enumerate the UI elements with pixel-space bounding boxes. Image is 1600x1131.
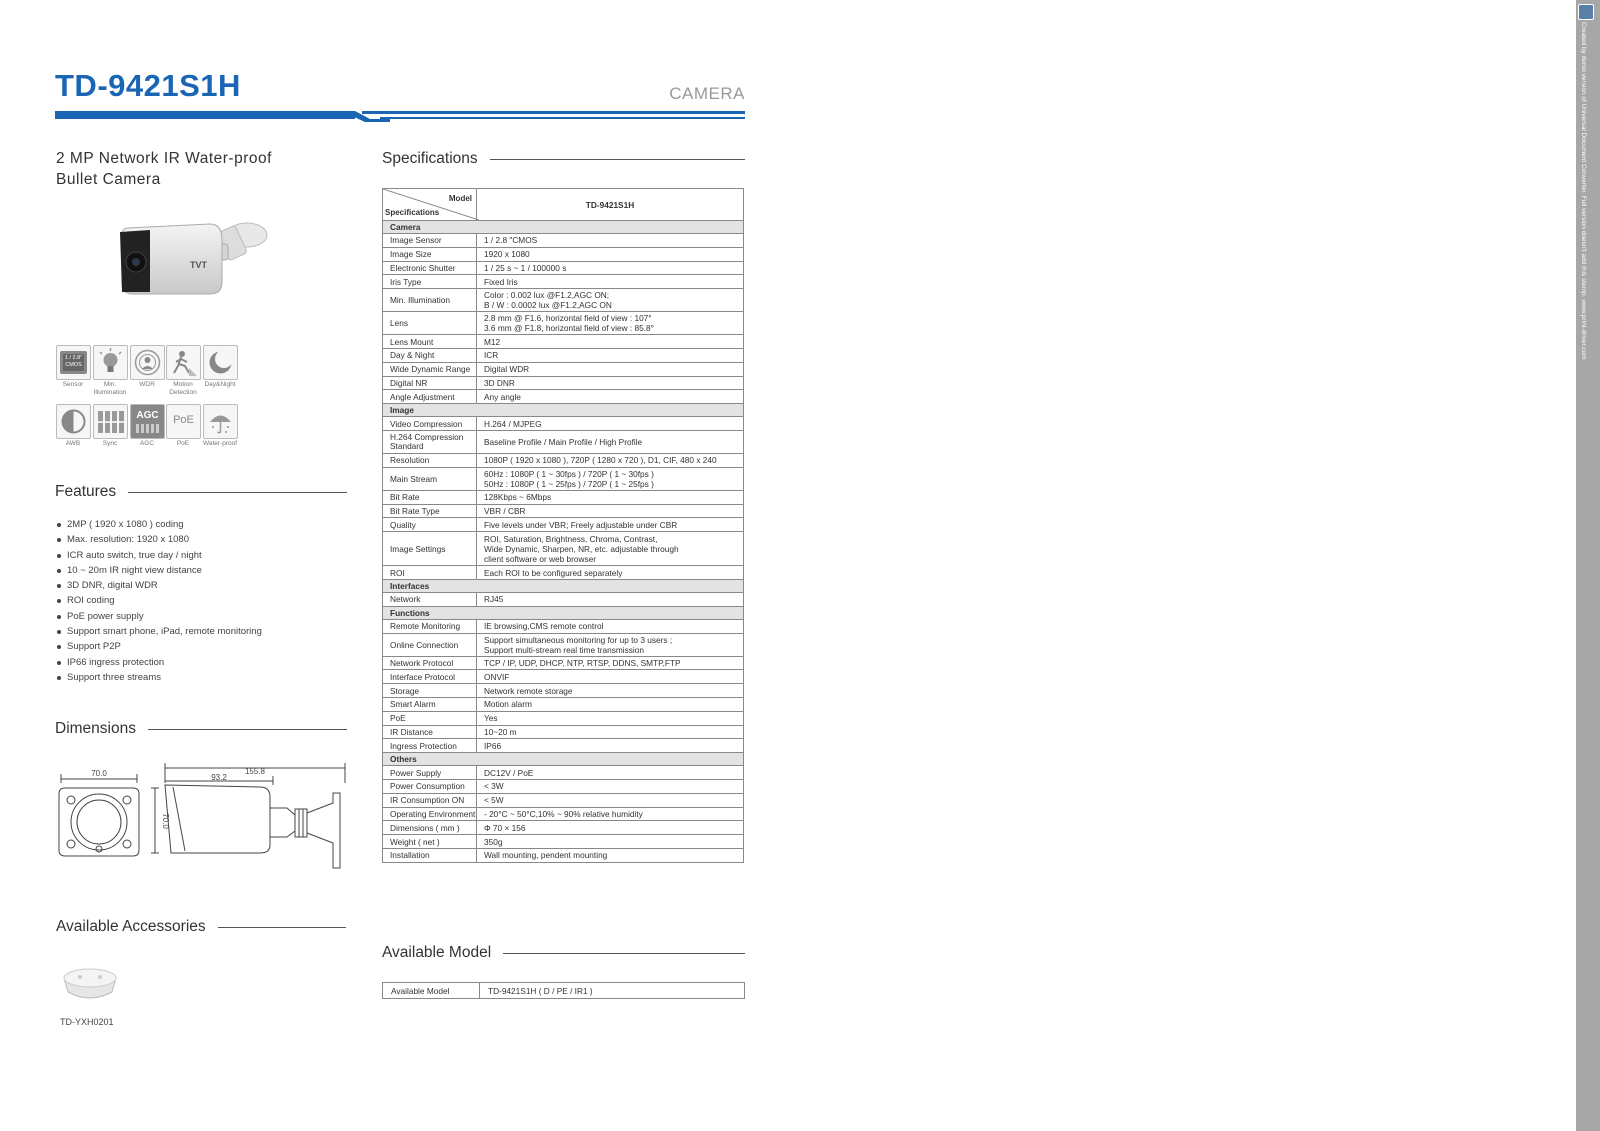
icon-caption-poe: PoE [176,440,190,447]
spec-value [477,376,744,390]
dimensions-heading-text: Dimensions [55,720,136,737]
spec-row [383,670,744,684]
spec-value [477,566,744,580]
spec-value-line: Support multi-stream real time transmission [484,644,644,655]
spec-row [383,504,744,518]
feature-item: 2MP ( 1920 x 1080 ) coding [56,517,262,532]
spec-model-value: TD-9421S1H [477,189,744,221]
spec-row [383,821,744,835]
spec-value [477,711,744,725]
spec-row [383,619,744,633]
dimensions-heading [55,720,347,738]
spec-value-line: Fixed Iris [484,276,518,287]
specifications-heading [382,150,745,168]
spec-value [477,490,744,504]
spec-value [477,532,744,566]
product-name-line1: 2 MP Network IR Water-proof [56,150,272,167]
spec-value-line: H.264 / MJPEG [484,418,542,429]
spec-value-line: Φ 70 × 156 [484,822,526,833]
spec-label: Resolution [383,453,477,467]
spec-label: Interface Protocol [383,670,477,684]
spec-label: Lens Mount [383,335,477,349]
dim-total-length: 155.8 [244,767,266,776]
spec-value [477,518,744,532]
spec-value-line: 1 / 25 s ~ 1 / 100000 s [484,262,567,273]
spec-label: Quality [383,518,477,532]
header-rule-bottom [380,117,745,119]
spec-label: Network Protocol [383,656,477,670]
available-model-row [383,983,745,999]
features-heading-text: Features [55,483,117,500]
spec-label: Bit Rate [383,490,477,504]
spec-value [477,697,744,711]
spec-label: Remote Monitoring [383,619,477,633]
feature-item: Max. resolution: 1920 x 1080 [56,532,262,547]
spec-value-line: 1080P ( 1920 x 1080 ), 720P ( 1280 x 720 ), D1, CIF, 480 x 240 [484,455,717,466]
spec-value-line: 3.6 mm @ F1.8, horizontal field of view : 85.8° [484,323,654,334]
available-model-table [382,982,745,999]
spec-label: Ingress Protection [383,739,477,753]
icon-caption-wdr: WDR [139,381,155,388]
available-model-label: Available Model [383,983,480,999]
icon-caption-day-night: Day&Night [204,381,236,388]
spec-row [383,766,744,780]
spec-value [477,766,744,780]
spec-label: Power Supply [383,766,477,780]
spec-value [477,289,744,312]
spec-value-line: 350g [484,836,503,847]
spec-row [383,312,744,335]
feature-item: ROI coding [56,593,262,608]
spec-group-title: Functions [383,606,744,619]
icon-caption-sync: Sync [102,440,118,447]
spec-value-line: Baseline Profile / Main Profile / High Profile [484,436,643,447]
available-model-heading [382,944,745,962]
spec-value-line: 128Kbps ~ 6Mbps [484,492,552,503]
spec-value-line: RJ45 [484,594,504,605]
spec-value [477,793,744,807]
spec-value-line: Motion alarm [484,699,532,710]
spec-value [477,430,744,453]
product-name-line2: Bullet Camera [56,171,161,188]
spec-value-line: Support simultaneous monitoring for up to 3 users ; [484,634,673,645]
feature-item: 10 ~ 20m IR night view distance [56,563,262,578]
spec-value-line: 1 / 2.8 "CMOS [484,235,538,246]
accessories-heading [56,918,346,936]
spec-value [477,247,744,261]
spec-row [383,725,744,739]
spec-value [477,725,744,739]
spec-value [477,670,744,684]
category-label: CAMERA [669,84,745,103]
feature-item: Support P2P [56,639,262,654]
spec-value [477,684,744,698]
spec-label: Operating Environment [383,807,477,821]
umbrella-icon [203,404,238,439]
spec-label: H.264 Compression Standard [383,430,477,453]
side-stamp-text: Created by demo version of Universal Document Converter. Full version doesn't add this stamp. www.print-driver.com [1580,22,1587,360]
header-bar [55,111,355,119]
spec-value [477,390,744,404]
spec-value-line: Five levels under VBR; Freely adjustable under CBR [484,519,678,530]
spec-label: Storage [383,684,477,698]
spec-label: Lens [383,312,477,335]
spec-row [383,275,744,289]
spec-row [383,247,744,261]
spec-label: Main Stream [383,467,477,490]
spec-row [383,417,744,431]
spec-row [383,362,744,376]
spec-table [382,188,744,863]
spec-value-line: 60Hz : 1080P ( 1 ~ 30fps ) / 720P ( 1 ~ 30fps ) [484,468,654,479]
spec-value [477,504,744,518]
camera-product-image [110,210,270,310]
feature-item: Support smart phone, iPad, remote monitoring [56,624,262,639]
spec-value [477,275,744,289]
spec-value [477,779,744,793]
spec-group-row [383,579,744,592]
spec-label: ROI [383,566,477,580]
features-list [56,517,262,685]
spec-value-line: - 20°C ~ 50°C,10% ~ 90% relative humidity [484,808,643,819]
spec-value-line: Each ROI to be configured separately [484,567,623,578]
spec-row [383,566,744,580]
spec-label: IR Distance [383,725,477,739]
spec-value-line: Wide Dynamic, Sharpen, NR, etc. adjustable through [484,543,679,554]
half-circle-icon [56,404,91,439]
spec-group-title: Image [383,404,744,417]
spec-value [477,312,744,335]
spec-value [477,467,744,490]
spec-label: Min. Illumination [383,289,477,312]
spec-row [383,348,744,362]
dim-height: 70.0 [161,813,170,829]
spec-value-line: 50Hz : 1080P ( 1 ~ 25fps ) / 720P ( 1 ~ 25fps ) [484,478,654,489]
sensor-icon [56,345,91,380]
lightbulb-icon [93,345,128,380]
spec-label: PoE [383,711,477,725]
spec-head-spec: Specifications [385,208,440,217]
icon-caption-sensor: Sensor [62,381,84,388]
spec-label: Dimensions ( mm ) [383,821,477,835]
running-person-icon [166,345,201,380]
spec-label: Network [383,592,477,606]
poe-icon-text: PoE [173,414,194,426]
spec-value [477,261,744,275]
spec-value-line: ONVIF [484,671,510,682]
spec-label: Power Consumption [383,779,477,793]
spec-label: Image Size [383,247,477,261]
accessories-heading-text: Available Accessories [56,918,206,935]
spec-value [477,835,744,849]
feature-item: 3D DNR, digital WDR [56,578,262,593]
spec-value [477,656,744,670]
feature-item: IP66 ingress protection [56,655,262,670]
spec-row [383,592,744,606]
spec-label: Wide Dynamic Range [383,362,477,376]
spec-group-row [383,404,744,417]
spec-row [383,633,744,656]
spec-value-line: Yes [484,713,498,724]
spec-label: IR Consumption ON [383,793,477,807]
moon-icon [203,345,238,380]
feature-item: Support three streams [56,670,262,685]
spec-value [477,848,744,862]
spec-label: Iris Type [383,275,477,289]
spec-label: Online Connection [383,633,477,656]
feature-item: ICR auto switch, true day / night [56,548,262,563]
spec-value [477,633,744,656]
spec-value [477,821,744,835]
spec-row [383,453,744,467]
spec-value-line: DC12V / PoE [484,767,534,778]
spec-value [477,619,744,633]
spec-value [477,417,744,431]
spec-value-line: Any angle [484,391,521,402]
available-model-heading-text: Available Model [382,944,492,961]
spec-row [383,697,744,711]
spec-label: Weight ( net ) [383,835,477,849]
spec-value-line: 10~20 m [484,726,517,737]
features-heading [55,483,347,501]
spec-value [477,807,744,821]
spec-value-line: ICR [484,350,499,361]
spec-group-title: Camera [383,221,744,234]
spec-value-line: < 5W [484,795,504,806]
spec-group-row [383,221,744,234]
spec-value-line: 1920 x 1080 [484,249,530,260]
spec-value-line: M12 [484,336,501,347]
spec-row [383,793,744,807]
feature-item: PoE power supply [56,609,262,624]
spec-row [383,234,744,248]
sync-bars-icon [93,404,128,439]
model-title: TD-9421S1H [55,68,241,103]
spec-row [383,848,744,862]
spec-value [477,335,744,349]
spec-head-model: Model [448,194,472,203]
accessory-name: TD-YXH0201 [60,1017,114,1027]
available-model-value: TD-9421S1H ( D / PE / IR1 ) [480,983,745,999]
spec-label: Smart Alarm [383,697,477,711]
spec-row [383,656,744,670]
header-rule-top [362,111,745,114]
spec-value [477,234,744,248]
spec-value-line: ROI, Saturation, Brightness, Chroma, Contrast, [484,533,658,544]
spec-row [383,739,744,753]
dim-body-length: 93.2 [211,773,227,782]
icon-caption-min-illumination: Min. Illumination [93,381,127,396]
front-view [59,774,139,856]
spec-row [383,807,744,821]
accessory-image [60,960,120,1005]
agc-icon-text: AGC [136,410,159,421]
spec-value-line: client software or web browser [484,553,597,564]
spec-row [383,430,744,453]
poe-icon [166,404,201,439]
spec-value-line: Color : 0.002 lux @F1.2,AGC ON; [484,290,610,301]
spec-value [477,362,744,376]
spec-group-title: Interfaces [383,579,744,592]
spec-value-line: IP66 [484,740,502,751]
spec-label: Image Settings [383,532,477,566]
spec-row [383,779,744,793]
product-name [56,148,272,190]
spec-row [383,376,744,390]
spec-value [477,739,744,753]
spec-group-title: Others [383,753,744,766]
dimension-drawing [55,763,350,878]
spec-label: Day & Night [383,348,477,362]
spec-label: Video Compression [383,417,477,431]
spec-label: Angle Adjustment [383,390,477,404]
spec-value-line: B / W : 0.0002 lux @F1.2,AGC ON [484,300,612,311]
spec-group-row [383,606,744,619]
spec-value-line: 3D DNR [484,377,515,388]
spec-value-line: Digital WDR [484,364,530,375]
spec-row [383,390,744,404]
spec-row [383,261,744,275]
spec-value-line: < 3W [484,781,504,792]
spec-row [383,289,744,312]
wdr-face-icon [130,345,165,380]
spec-row [383,335,744,349]
spec-value [477,348,744,362]
spec-label: Installation [383,848,477,862]
spec-value-line: Network remote storage [484,685,573,696]
spec-row [383,518,744,532]
specifications-heading-text: Specifications [382,150,478,167]
spec-group-row [383,753,744,766]
spec-label: Electronic Shutter [383,261,477,275]
spec-row [383,467,744,490]
spec-row [383,532,744,566]
icon-caption-motion-detection: Motion Detection [169,381,197,396]
camera-logo: TVT [190,260,207,270]
sensor-icon-text: 1 / 2.8" CMOS [64,355,83,368]
spec-row [383,490,744,504]
spec-value-line: VBR / CBR [484,505,526,516]
spec-label: Bit Rate Type [383,504,477,518]
spec-value-line: IE browsing,CMS remote control [484,621,604,632]
spec-value [477,453,744,467]
spec-value-line: 2.8 mm @ F1.6, horizontal field of view : 107° [484,313,652,324]
spec-value-line: Wall mounting, pendent mounting [484,850,608,861]
icon-caption-water-proof: Water-proof [202,440,238,447]
converter-logo-icon [1578,4,1594,20]
spec-label: Digital NR [383,376,477,390]
dim-front-width: 70.0 [91,769,107,778]
spec-table-corner [383,189,477,221]
agc-icon [130,404,165,439]
camera-body [120,224,222,294]
icon-caption-awb: AWB [65,440,81,447]
spec-value-line: TCP / IP, UDP, DHCP, NTP, RTSP, DDNS, SMTP,FTP [484,657,681,668]
spec-row [383,711,744,725]
spec-label: Image Sensor [383,234,477,248]
icon-caption-agc: AGC [139,440,155,447]
spec-value [477,592,744,606]
side-view [151,763,345,868]
spec-row [383,835,744,849]
spec-row [383,684,744,698]
